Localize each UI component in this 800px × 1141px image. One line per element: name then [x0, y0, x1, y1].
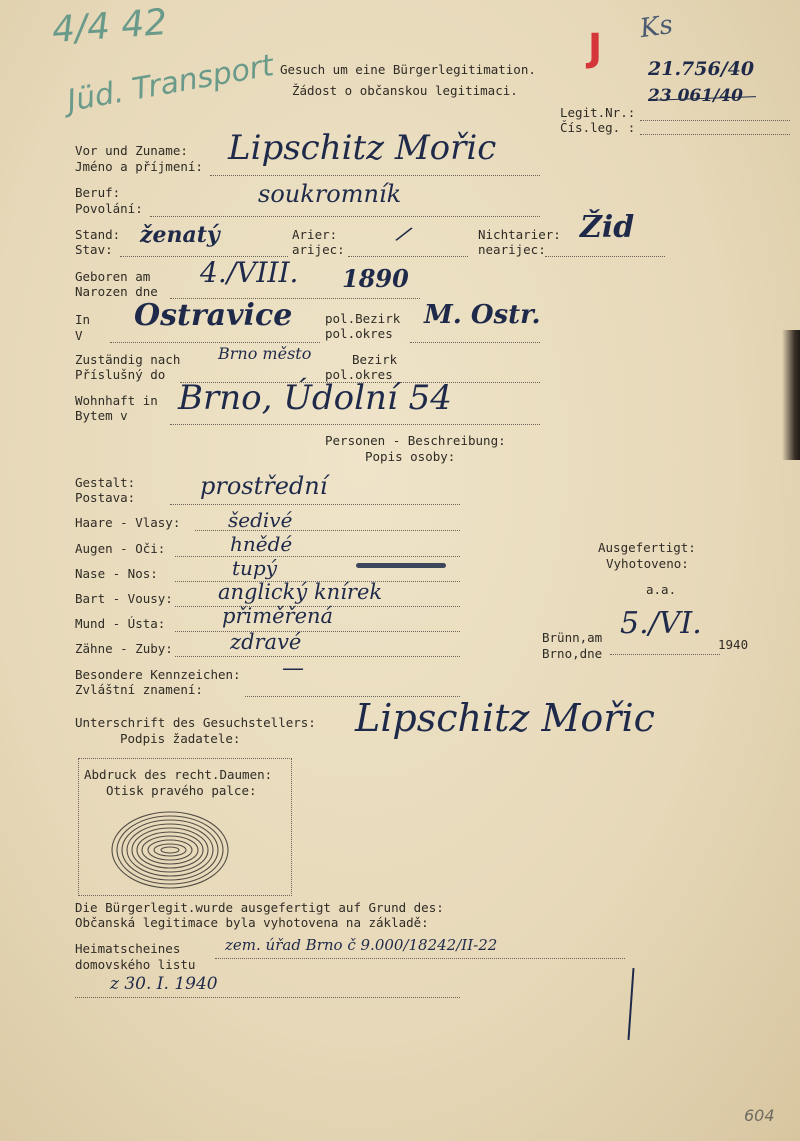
zust-bezirk-label-cz: pol.okres — [325, 367, 393, 382]
nichtarier-value: Žid — [580, 210, 635, 245]
polbezirk-label-de: pol.Bezirk — [325, 311, 401, 326]
zustandig-label-de: Zuständig nach — [75, 352, 181, 367]
basis-dots — [75, 997, 460, 998]
heimat-label-cz: domovského listu — [75, 957, 196, 972]
beruf-value: soukromník — [258, 180, 402, 208]
augen-value: hnědé — [230, 532, 293, 556]
besondere-value: — — [282, 656, 304, 681]
beruf-dots — [150, 216, 540, 217]
gestalt-label-cz: Postava: — [75, 490, 136, 505]
signature-label-cz: Podpis žadatele: — [120, 731, 241, 746]
basis-line-cz: Občanská legitimace byla vyhotovena na základě: — [75, 915, 429, 930]
beruf-label-de: Beruf: — [75, 185, 121, 200]
legit-nr-value: 21.756/40 — [648, 58, 755, 80]
geboren-year: 1890 — [342, 264, 409, 293]
in-label-cz: V — [75, 328, 83, 343]
description-heading-cz: Popis osoby: — [365, 449, 456, 464]
pen-stroke — [627, 968, 634, 1040]
nase-value: tupý — [232, 556, 278, 580]
haare-value: šedivé — [228, 508, 293, 532]
title-de: Gesuch um eine Bürgerlegitimation. — [280, 62, 536, 77]
nase-label: Nase - Nos: — [75, 566, 158, 581]
nichtarier-label-cz: nearijec: — [478, 242, 546, 257]
in-value: Ostravice — [134, 298, 293, 333]
mund-value: přiměřená — [222, 604, 334, 628]
legit-dots — [640, 120, 790, 121]
name-dots — [210, 175, 540, 176]
geboren-label-cz: Narozen dne — [75, 284, 158, 299]
augen-dots — [175, 556, 460, 557]
heimat-label-de: Heimatscheines — [75, 941, 181, 956]
zust-bezirk-label-de: Bezirk — [352, 352, 398, 367]
ink-smudge — [356, 563, 446, 568]
name-label-cz: Jméno a příjmení: — [75, 159, 203, 174]
polbezirk-dots — [410, 342, 540, 343]
heimat-value: zem. úřad Brno č 9.000/18242/II-22 — [225, 936, 498, 954]
corner-pencil-note: 4/4 42 — [50, 2, 169, 51]
wohnhaft-value: Brno, Údolní 54 — [178, 378, 452, 418]
arier-label-cz: arijec: — [292, 242, 345, 257]
legit-nr-old-value: 23 061/40 — [648, 86, 743, 106]
title-cz: Žádost o občanskou legitimaci. — [292, 83, 518, 98]
gestalt-dots — [170, 504, 460, 505]
thumb-label-cz: Otisk pravého palce: — [106, 783, 257, 798]
legit-nr-label: Legit.Nr.: — [560, 105, 636, 120]
polbezirk-label-cz: pol.okres — [325, 326, 393, 341]
arier-value: / — [395, 221, 413, 248]
wohnhaft-label-de: Wohnhaft in — [75, 393, 158, 408]
ausgefertigt-de: Ausgefertigt: — [598, 540, 696, 555]
nichtarier-label-de: Nichtarier: — [478, 227, 561, 242]
cisleg-dots — [640, 134, 790, 135]
issue-date: 5./VI. — [620, 606, 702, 641]
stand-label-de: Stand: — [75, 227, 121, 242]
aa-label: a.a. — [646, 582, 677, 597]
haare-dots — [195, 530, 460, 531]
transport-pencil-note: Jüd. Transport — [64, 48, 277, 119]
paper-edge-shadow — [782, 330, 800, 460]
besondere-label-de: Besondere Kennzeichen: — [75, 667, 241, 682]
in-label-de: In — [75, 312, 91, 327]
zahne-value: zdravé — [230, 630, 302, 654]
nichtarier-dots — [545, 256, 665, 257]
thumb-label-de: Abdruck des recht.Daumen: — [84, 767, 273, 782]
zustandig-label-cz: Příslušný do — [75, 367, 166, 382]
zahne-label: Zähne - Zuby: — [75, 641, 173, 656]
zahne-dots — [175, 656, 460, 657]
initials-signature: Ks — [638, 9, 675, 45]
mund-dots — [175, 631, 460, 632]
arier-label-de: Arier: — [292, 227, 338, 242]
signature-value: Lipschitz Mořic — [355, 696, 655, 740]
haare-label: Haare - Vlasy: — [75, 515, 181, 530]
polbezirk-value: M. Ostr. — [424, 300, 541, 330]
bart-label: Bart - Vousy: — [75, 591, 173, 606]
cis-leg-label: Čís.leg. : — [560, 120, 636, 135]
description-heading-de: Personen - Beschreibung: — [325, 433, 506, 448]
geboren-label-de: Geboren am — [75, 269, 151, 284]
besondere-label-cz: Zvláštní znamení: — [75, 682, 203, 697]
zustandig-value: Brno město — [218, 344, 312, 363]
augen-label: Augen - Oči: — [75, 541, 166, 556]
fingerprint-image — [108, 808, 232, 892]
wohnhaft-dots — [170, 424, 540, 425]
page-number: 604 — [744, 1106, 775, 1125]
place-de: Brünn,am — [542, 630, 603, 645]
arier-dots — [348, 256, 468, 257]
place-cz: Brno,dne — [542, 646, 603, 661]
issue-dots — [610, 654, 720, 655]
beruf-label-cz: Povolání: — [75, 201, 143, 216]
heimat-dots — [215, 958, 625, 959]
basis-line-de: Die Bürgerlegit.wurde ausgefertigt auf Grund des: — [75, 900, 444, 915]
mund-label: Mund - Ústa: — [75, 616, 166, 631]
in-dots — [110, 342, 320, 343]
bart-value: anglický knírek — [218, 580, 383, 604]
stand-value: ženatý — [140, 222, 220, 248]
gestalt-value: prostřední — [200, 472, 328, 500]
name-value: Lipschitz Mořic — [228, 128, 497, 168]
wohnhaft-label-cz: Bytem v — [75, 408, 128, 423]
stand-label-cz: Stav: — [75, 242, 113, 257]
basis-date: z 30. I. 1940 — [110, 974, 218, 994]
geboren-day: 4./VIII. — [200, 256, 299, 289]
issue-year: 1940 — [718, 637, 749, 652]
name-label-de: Vor und Zuname: — [75, 143, 188, 158]
signature-label-de: Unterschrift des Gesuchstellers: — [75, 715, 316, 730]
ausgefertigt-cz: Vyhotoveno: — [606, 556, 689, 571]
jewish-stamp-j: J — [588, 26, 603, 70]
gestalt-label-de: Gestalt: — [75, 475, 136, 490]
